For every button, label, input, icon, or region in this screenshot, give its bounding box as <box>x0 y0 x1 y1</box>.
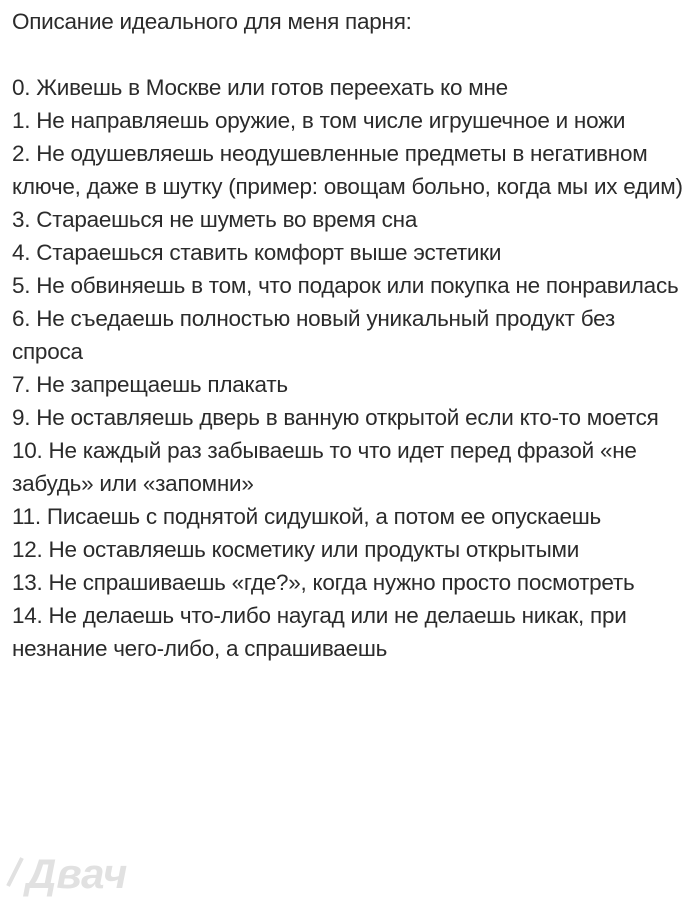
list-item: 0. Живешь в Москве или готов переехать ко мне <box>12 75 508 100</box>
requirements-list <box>12 71 688 665</box>
watermark-logo-graphic <box>4 842 144 902</box>
list-item: 13. Не спрашиваешь «где?», когда нужно просто посмотреть <box>12 570 635 595</box>
list-item: 3. Стараешься не шуметь во время сна <box>12 207 418 232</box>
list-item: 11. Писаешь с поднятой сидушкой, а потом ее опускаешь <box>12 504 602 529</box>
blank-line <box>12 38 688 71</box>
document-text <box>12 5 688 665</box>
list-item: 6. Не съедаешь полностью новый уникальный продукт без спроса <box>12 306 615 364</box>
watermark-slash <box>8 858 22 886</box>
watermark-logo <box>4 842 144 902</box>
list-item: 2. Не одушевляешь неодушевленные предметы в негативном ключе, даже в шутку (пример: овощам больно, когда мы их едим) <box>12 141 683 199</box>
list-item: 9. Не оставляешь дверь в ванную открытой если кто-то моется <box>12 405 659 430</box>
list-item: 1. Не направляешь оружие, в том числе игрушечное и ножи <box>12 108 626 133</box>
list-item: 7. Не запрещаешь плакать <box>12 372 288 397</box>
watermark-text: Двач <box>26 850 128 897</box>
document-heading: Описание идеального для меня парня: <box>12 9 412 34</box>
list-item: 10. Не каждый раз забываешь то что идет перед фразой «не забудь» или «запомни» <box>12 438 637 496</box>
list-item: 12. Не оставляешь косметику или продукты открытыми <box>12 537 580 562</box>
list-item: 4. Стараешься ставить комфорт выше эстетики <box>12 240 502 265</box>
list-item: 5. Не обвиняешь в том, что подарок или покупка не понравилась <box>12 273 679 298</box>
list-item: 14. Не делаешь что-либо наугад или не делаешь никак, при незнание чего-либо, а спрашиваешь <box>12 603 627 661</box>
